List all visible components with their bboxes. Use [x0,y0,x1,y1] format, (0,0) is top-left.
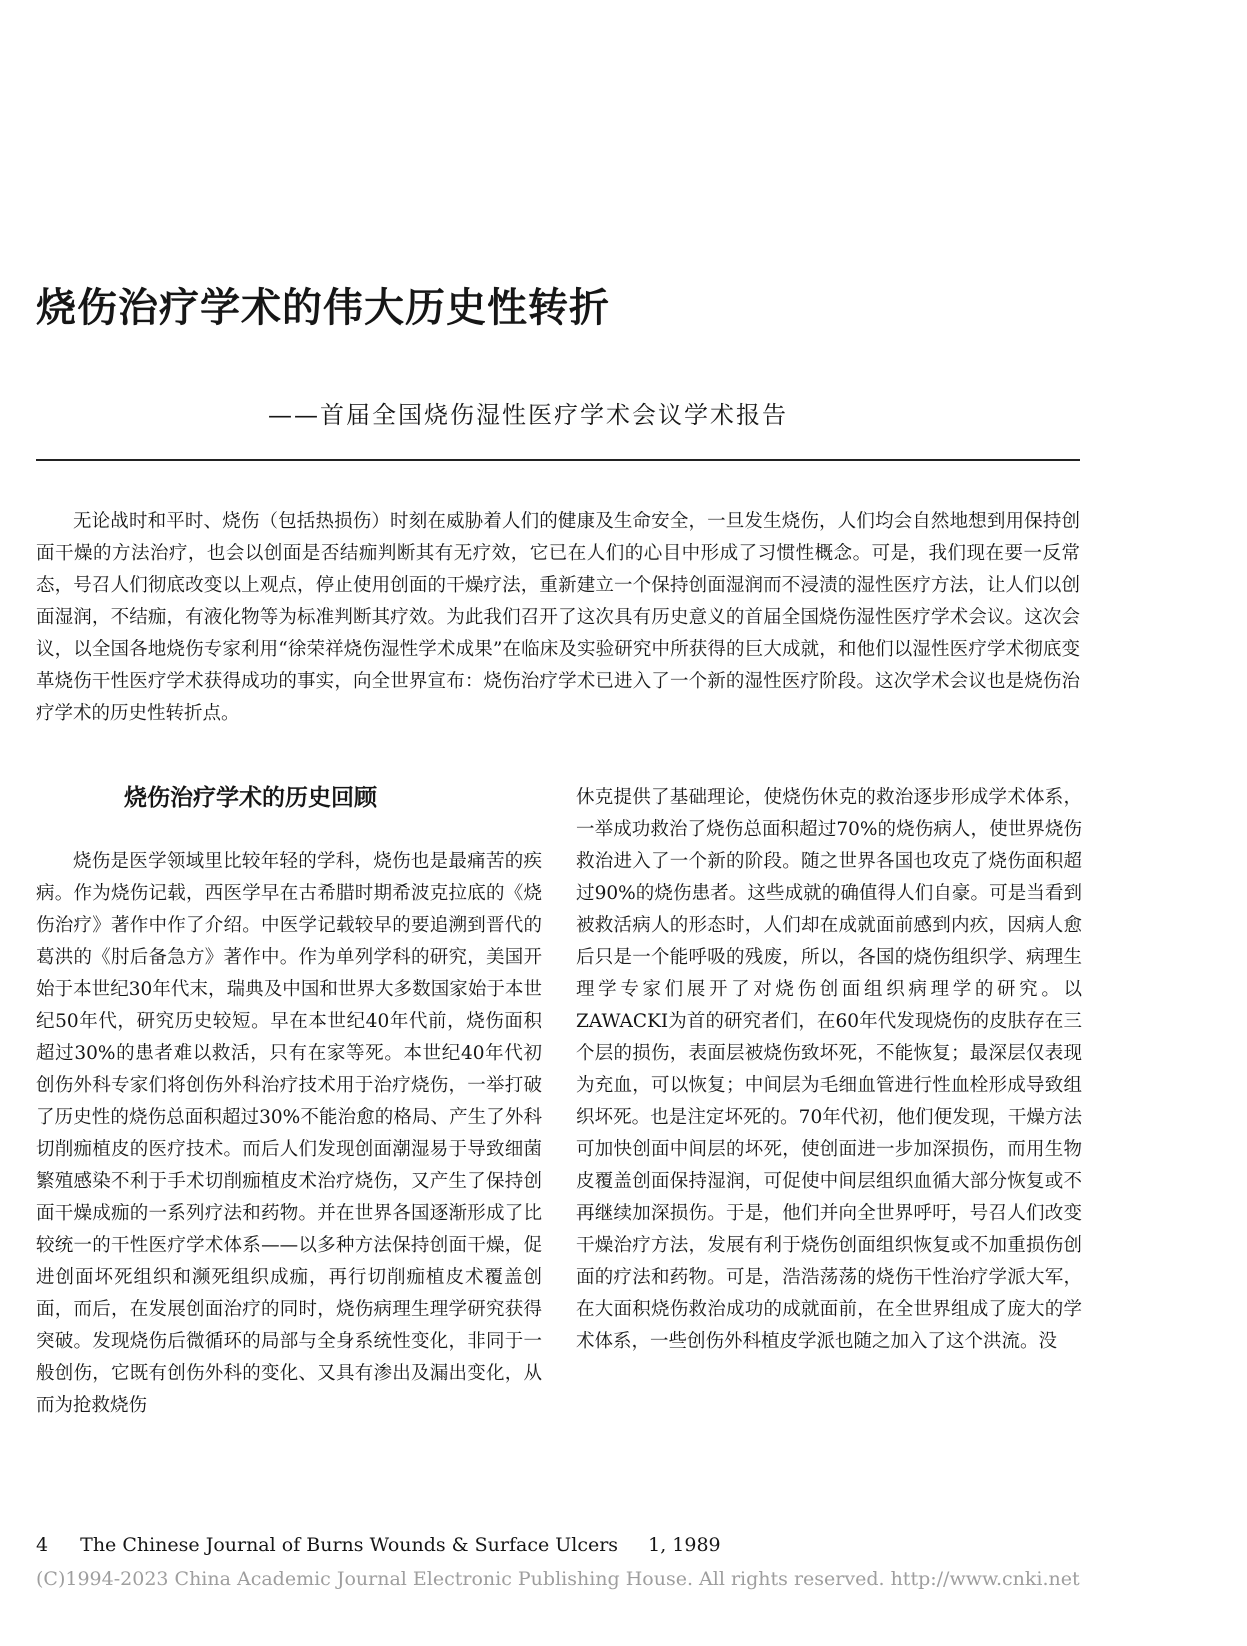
section-heading: 烧伤治疗学术的历史回顾 [124,785,377,811]
page-footer [36,1534,721,1556]
article-title: 烧伤治疗学术的伟大历史性转折 [36,285,610,331]
abstract-paragraph: 无论战时和平时、烧伤（包括热损伤）时刻在威胁着人们的健康及生命安全，一旦发生烧伤，人们均会自然地想到用保持创面干燥的方法治疗，也会以创面是否结痂判断其有无疗效，它已在人们的心目中形成了习惯性概念。可是，我们现在要一反常态，号召人们彻底改变以上观点，停止使用创面的干燥疗法，重新建立一个保持创面湿润而不浸渍的湿性医疗方法，让人们以创面湿润，不结痂，有液化物等为标准判断其疗效。为此我们召开了这次具有历史意义的首届全国烧伤湿性医疗学术会议。这次会议，以全国各地烧伤专家利用“徐荣祥烧伤湿性学术成果”在临床及实验研究中所获得的巨大成就，和他们以湿性医疗学术彻底变革烧伤干性医疗学术获得成功的事实，向全世界宣布：烧伤治疗学术已进入了一个新的湿性医疗阶段。这次学术会议也是烧伤治疗学术的历史性转折点。 [36,511,1080,724]
copyright-notice: (C)1994-2023 China Academic Journal Electronic Publishing House. All rights reserved. http://www.cnki.net [36,1568,1080,1590]
journal-name: The Chinese Journal of Burns Wounds & Surface Ulcers [80,1534,619,1556]
body-paragraph-left: 烧伤是医学领域里比较年轻的学科，烧伤也是最痛苦的疾病。作为烧伤记载，西医学早在古希腊时期希波克拉底的《烧伤治疗》著作中作了介绍。中医学记载较早的要追溯到晋代的葛洪的《肘后备急方》著作中。作为单列学科的研究，美国开始于本世纪30年代末，瑞典及中国和世界大多数国家始于本世纪50年代，研究历史较短。早在本世纪40年代前，烧伤面积超过30%的患者难以救活，只有在家等死。本世纪40年代初创伤外科专家们将创伤外科治疗技术用于治疗烧伤，一举打破了历史性的烧伤总面积超过30%不能治愈的格局、产生了外科切削痂植皮的医疗技术。而后人们发现创面潮湿易于导致细菌繁殖感染不利于手术切削痂植皮术治疗烧伤，又产生了保持创面干燥成痂的一系列疗法和药物。并在世界各国逐渐形成了比较统一的干性医疗学术体系——以多种方法保持创面干燥，促进创面坏死组织和濒死组织成痂，再行切削痂植皮术覆盖创面，而后，在发展创面治疗的同时，烧伤病理生理学研究获得突破。发现烧伤后微循环的局部与全身系统性变化，非同于一般创伤，它既有创伤外科的变化、又具有渗出及漏出变化，从而为抢救烧伤 [36,851,542,1416]
body-paragraph-right: 休克提供了基础理论，使烧伤休克的救治逐步形成学术体系，一举成功救治了烧伤总面积超过70%的烧伤病人，使世界烧伤救治进入了一个新的阶段。随之世界各国也攻克了烧伤面积超过90%的烧伤患者。这些成就的确值得人们自豪。可是当看到被救活病人的形态时，人们却在成就面前感到内疚，因病人愈后只是一个能呼吸的残废，所以，各国的烧伤组织学、病理生理学专家们展开了对烧伤创面组织病理学的研究。以ZAWACKI为首的研究者们，在60年代发现烧伤的皮肤存在三个层的损伤，表面层被烧伤致坏死，不能恢复；最深层仅表现为充血，可以恢复；中间层为毛细血管进行性血栓形成导致组织坏死。也是注定坏死的。70年代初，他们便发现，干燥方法可加快创面中间层的坏死，使创面进一步加深损伤，而用生物皮覆盖创面保持湿润，可促使中间层组织血循大部分恢复或不再继续加深损伤。于是，他们并向全世界呼吁，号召人们改变干燥治疗方法，发展有利于烧伤创面组织恢复或不加重损伤创面的疗法和药物。可是，浩浩荡荡的烧伤干性治疗学派大军，在大面积烧伤救治成功的成就面前，在全世界组成了庞大的学术体系，一些创伤外科植皮学派也随之加入了这个洪流。没 [576,787,1082,1352]
left-column [36,782,542,1422]
journal-issue: 1, 1989 [648,1534,721,1556]
right-column [576,782,1082,1358]
article-subtitle: ——首届全国烧伤湿性医疗学术会议学术报告 [268,401,788,429]
page-number: 4 [36,1534,49,1556]
title-divider [36,459,1080,461]
